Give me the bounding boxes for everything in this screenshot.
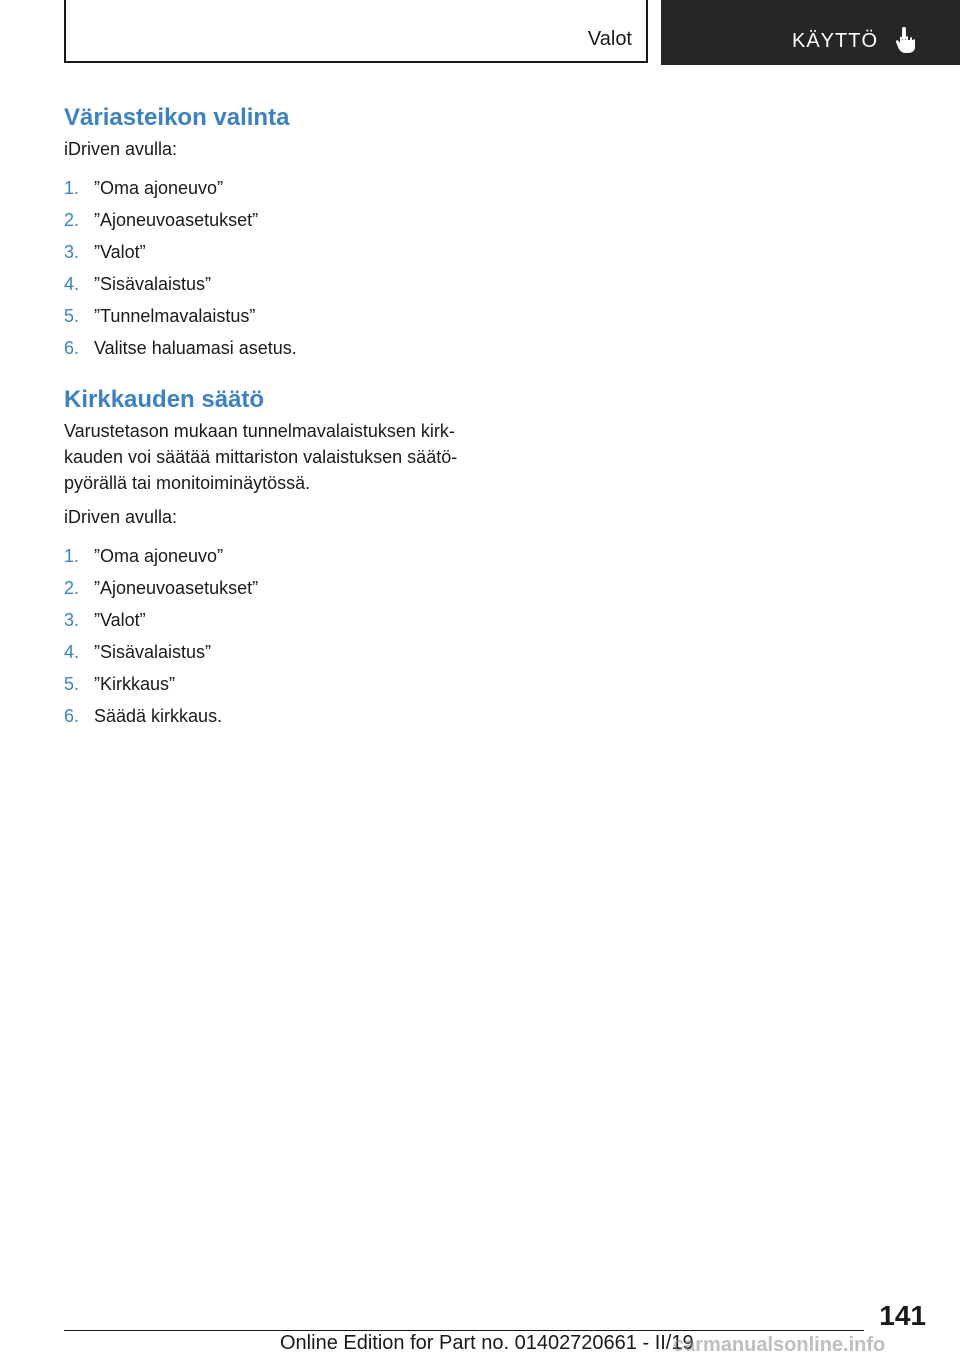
step-text: ”Sisävalaistus” bbox=[94, 642, 212, 662]
list-item bbox=[64, 236, 484, 268]
list-item bbox=[64, 572, 484, 604]
step-text: ”Tunnelmavalaistus” bbox=[94, 306, 256, 326]
chapter-tab bbox=[661, 0, 960, 65]
list-item bbox=[64, 300, 484, 332]
step-text: Valitse haluamasi asetus. bbox=[94, 338, 297, 358]
header-section-box bbox=[64, 0, 648, 63]
step-number: 4. bbox=[64, 274, 80, 294]
edition-text: Online Edition for Part no. 01402720661 - II/19 bbox=[280, 1332, 694, 1354]
paragraph-line: pyörällä tai monitoiminäytössä. bbox=[64, 473, 311, 493]
paragraph bbox=[64, 418, 484, 496]
step-number: 1. bbox=[64, 178, 80, 198]
step-text: ”Ajoneuvoasetukset” bbox=[94, 210, 259, 230]
step-number: 4. bbox=[64, 642, 80, 662]
step-text: ”Sisävalaistus” bbox=[94, 274, 212, 294]
step-text: ”Oma ajoneuvo” bbox=[94, 546, 224, 566]
section-heading: Väriasteikon valinta bbox=[64, 104, 290, 131]
list-item bbox=[64, 332, 484, 364]
step-text: Säädä kirkkaus. bbox=[94, 706, 223, 726]
step-number: 2. bbox=[64, 578, 80, 598]
list-item bbox=[64, 540, 484, 572]
step-text: ”Valot” bbox=[94, 242, 146, 262]
chapter-title: KÄYTTÖ bbox=[792, 30, 879, 52]
list-item bbox=[64, 636, 484, 668]
step-text: ”Valot” bbox=[94, 610, 146, 630]
section-title: Valot bbox=[587, 28, 632, 50]
list-item bbox=[64, 172, 484, 204]
hand-pointer-icon bbox=[894, 26, 920, 54]
step-number: 2. bbox=[64, 210, 80, 230]
step-text: ”Ajoneuvoasetukset” bbox=[94, 578, 259, 598]
step-number: 5. bbox=[64, 674, 80, 694]
step-number: 5. bbox=[64, 306, 80, 326]
step-list bbox=[64, 172, 484, 364]
list-item bbox=[64, 604, 484, 636]
paragraph-line: Varustetason mukaan tunnelmavalaistuksen kirk- bbox=[64, 421, 455, 441]
step-number: 1. bbox=[64, 546, 80, 566]
step-number: 3. bbox=[64, 610, 80, 630]
list-item bbox=[64, 700, 484, 732]
page-number: 141 bbox=[879, 1300, 926, 1331]
list-item bbox=[64, 204, 484, 236]
paragraph-line: kauden voi säätää mittariston valaistuksen säätö- bbox=[64, 447, 458, 467]
section-brightness bbox=[64, 382, 484, 732]
intro-text: iDriven avulla: bbox=[64, 139, 178, 159]
step-text: ”Kirkkaus” bbox=[94, 674, 176, 694]
step-number: 6. bbox=[64, 706, 80, 726]
main-content bbox=[64, 100, 484, 750]
step-text: ”Oma ajoneuvo” bbox=[94, 178, 224, 198]
intro-text: iDriven avulla: bbox=[64, 507, 178, 527]
section-heading: Kirkkauden säätö bbox=[64, 386, 265, 413]
step-number: 3. bbox=[64, 242, 80, 262]
section-color-scale bbox=[64, 100, 484, 364]
list-item bbox=[64, 268, 484, 300]
step-number: 6. bbox=[64, 338, 80, 358]
step-list bbox=[64, 540, 484, 732]
list-item bbox=[64, 668, 484, 700]
footer-divider bbox=[64, 1330, 864, 1331]
watermark: carmanualsonline.info bbox=[673, 1334, 886, 1356]
